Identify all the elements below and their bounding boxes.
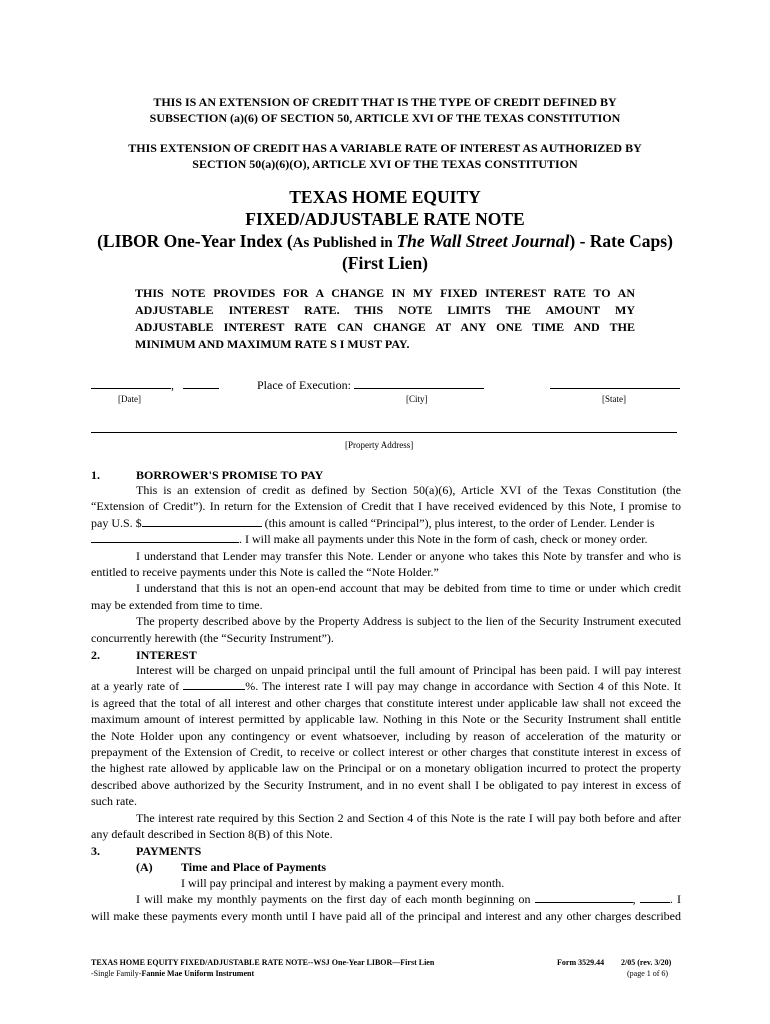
- first-payment-date-field[interactable]: [535, 891, 633, 903]
- text-fragment: (this amount is called “Principal”), plus interest, to the order of Lender. Lender is: [261, 515, 655, 530]
- footer-form-title: TEXAS HOME EQUITY FIXED/ADJUSTABLE RATE NOTE--WSJ One-Year LIBOR—First Lien: [91, 958, 435, 967]
- text-line: [91, 678, 681, 694]
- subtitle-part: ) - Rate Caps): [569, 231, 673, 251]
- text-line: prepayment of the Extension of Credit, to receive or collect interest or other charges that constitute interest in excess of: [91, 745, 681, 760]
- footer-text: -Single Family-: [91, 969, 142, 978]
- section-2-body: [91, 662, 681, 842]
- subtitle-part: The Wall Street Journal: [396, 231, 570, 251]
- year-field[interactable]: [183, 377, 219, 389]
- text-fragment: at a yearly rate of: [91, 679, 184, 694]
- state-caption: [State]: [602, 394, 626, 404]
- section-title: BORROWER'S PROMISE TO PAY: [136, 468, 324, 482]
- text-line: This is an extension of credit as defined by Section 50(a)(6), Article XVI of the Texas Constitution (the: [136, 483, 681, 497]
- text-line: “Extension of Credit”). In return for the Extension of Credit that I have received evidenced by this Note, I promise to: [91, 499, 681, 514]
- header-line: SUBSECTION (a)(6) OF SECTION 50, ARTICLE XVI OF THE TEXAS CONSTITUTION: [149, 111, 621, 125]
- subsection-title: Time and Place of Payments: [181, 860, 327, 874]
- notice-line: ADJUSTABLE INTEREST RATE CAN CHANGE AT ANY ONE TIME AND THE: [135, 320, 635, 334]
- footer-text: Fannie Mae Uniform Instrument: [141, 969, 255, 978]
- rate-change-notice: [135, 285, 635, 353]
- section-1-body: [91, 482, 681, 646]
- place-label: Place of Execution:: [257, 378, 351, 392]
- text-line: entitled to receive payments under this Note is called the “Note Holder.”: [91, 565, 439, 580]
- text-fragment: . I: [669, 892, 681, 907]
- footer-revision: 2/05 (rev. 3/20): [621, 958, 672, 967]
- text-line: I understand that Lender may transfer this Note. Lender or anyone who takes this Note by transfer and who is: [136, 548, 681, 563]
- text-fragment: pay U.S. $: [91, 515, 142, 530]
- section-title: PAYMENTS: [136, 844, 202, 858]
- text-line: I will pay principal and interest by making a payment every month.: [181, 876, 505, 890]
- text-fragment: I will make my monthly payments on the first day of each month beginning on: [136, 892, 535, 907]
- section-number: 1.: [91, 468, 100, 482]
- text-line: described above authorized by the Security Instrument, and in no event shall I be obligated to pay interest in excess of: [91, 777, 681, 792]
- lender-name-field[interactable]: [91, 531, 239, 543]
- section-number: 2.: [91, 648, 100, 662]
- notice-line: ADJUSTABLE INTEREST RATE. THIS NOTE LIMITS THE AMOUNT MY: [135, 303, 635, 317]
- date-field[interactable]: [91, 377, 171, 389]
- notice-line: THIS NOTE PROVIDES FOR A CHANGE IN MY FIXED INTEREST RATE TO AN: [135, 286, 635, 300]
- footer-instrument: [91, 968, 254, 979]
- text-line: I understand that this is not an open-end account that may be debited from time to time or under which credit: [136, 581, 681, 596]
- text-line: will make these payments every month until I have paid all of the principal and interest and any other charges described: [91, 908, 681, 923]
- section-3-body: [91, 875, 681, 924]
- state-row: [550, 377, 680, 393]
- text-line: Interest will be charged on unpaid principal until the full amount of Principal has been paid. I will pay interest: [136, 663, 681, 677]
- text-line: [91, 515, 681, 531]
- document-subtitle: [0, 230, 770, 254]
- text-line: [91, 531, 681, 547]
- text-line: maximum amount of interest permitted by applicable law. Nothing in this Note or the Security Instrument shall entitle: [91, 712, 681, 727]
- first-payment-year-field[interactable]: [640, 891, 670, 903]
- section-number: 3.: [91, 844, 100, 858]
- city-field[interactable]: [354, 377, 484, 389]
- execution-row: ,: [91, 377, 219, 393]
- interest-rate-field[interactable]: [183, 678, 245, 690]
- document-title: TEXAS HOME EQUITY: [289, 187, 481, 207]
- text-line: any default described in Section 8(B) of this Note.: [91, 827, 333, 842]
- property-address-field[interactable]: [91, 432, 677, 433]
- text-fragment: ,: [632, 892, 640, 907]
- city-caption: [City]: [406, 394, 428, 404]
- document-subtitle: (First Lien): [341, 253, 429, 273]
- text-line: concurrently herewith (the “Security Instrument”).: [91, 630, 334, 645]
- text-line: may be extended from time to time.: [91, 597, 263, 612]
- text-line: The interest rate required by this Section 2 and Section 4 of this Note is the rate I will pay both before and after: [136, 810, 681, 825]
- text-line: the highest rate allowed by applicable law on the Principal or on a monetary obligation incurred to protect the property: [91, 761, 681, 776]
- header-line: SECTION 50(a)(6)(O), ARTICLE XVI OF THE TEXAS CONSTITUTION: [192, 157, 578, 171]
- notice-line: MINIMUM AND MAXIMUM RATE S I MUST PAY.: [135, 337, 410, 351]
- subsection-number: (A): [136, 860, 153, 874]
- text-fragment: . I will make all payments under this Note in the form of cash, check or money order.: [239, 532, 648, 547]
- place-of-execution: [257, 377, 484, 393]
- text-line: [91, 891, 681, 907]
- section-title: INTEREST: [136, 648, 197, 662]
- text-line: such rate.: [91, 794, 137, 809]
- subtitle-part: (LIBOR One-Year Index (: [97, 231, 293, 251]
- document-title: FIXED/ADJUSTABLE RATE NOTE: [245, 209, 525, 229]
- text-fragment: %. The interest rate I will pay may change in accordance with Section 4 of this Note. It: [245, 679, 681, 694]
- text-line: the Note Holder upon any contingency or event whatsoever, including by reason of acceleration of the maturity or: [91, 728, 681, 743]
- header-line: THIS IS AN EXTENSION OF CREDIT THAT IS THE TYPE OF CREDIT DEFINED BY: [153, 95, 617, 109]
- footer-page-number: (page 1 of 6): [627, 969, 669, 978]
- subtitle-part: As Published in: [292, 235, 397, 251]
- property-address-caption: [Property Address]: [345, 440, 414, 450]
- header-line: THIS EXTENSION OF CREDIT HAS A VARIABLE RATE OF INTEREST AS AUTHORIZED BY: [128, 141, 642, 155]
- footer-form-number: Form 3529.44: [557, 958, 605, 967]
- text-line: The property described above by the Property Address is subject to the lien of the Security Instrument executed: [136, 614, 681, 629]
- text-line: is agreed that the total of all interest and other charges that constitute interest under applicable law shall not exceed the: [91, 695, 681, 710]
- principal-amount-field[interactable]: [142, 515, 262, 527]
- date-caption: [Date]: [118, 394, 141, 404]
- state-field[interactable]: [550, 377, 680, 389]
